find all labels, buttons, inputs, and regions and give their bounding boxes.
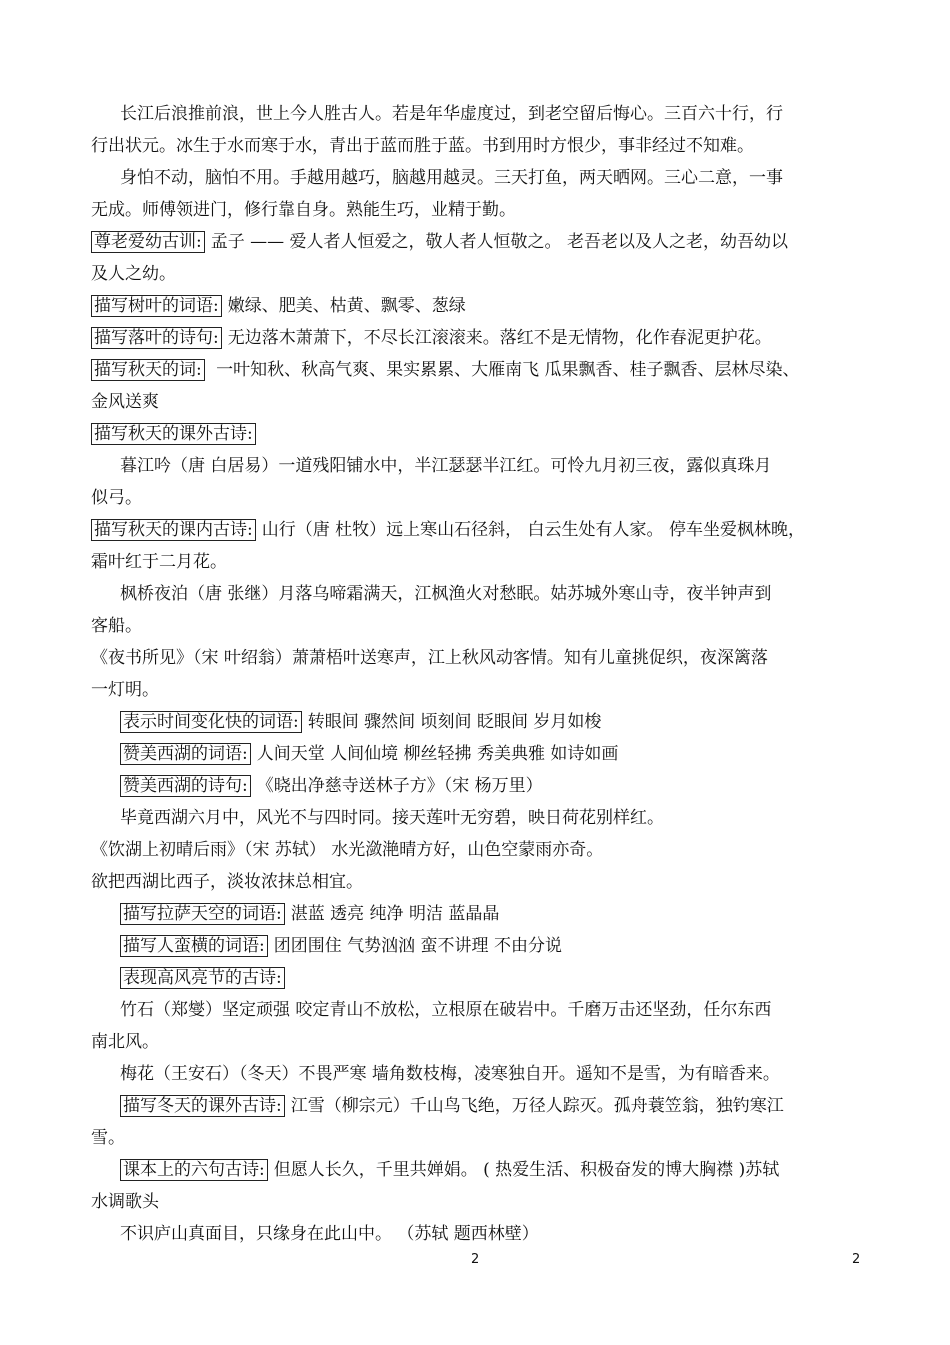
text-line: 《饮湖上初晴后雨》（宋 苏轼） 水光潋滟晴方好，山色空蒙雨亦奇。 <box>91 840 604 860</box>
text-line: 课本上的六句古诗: 但愿人长久，千里共婵娟。 ( 热爱生活、积极奋发的博大胸襟 )苏轼 <box>120 1159 895 1181</box>
text-line: 身怕不动，脑怕不用。手越用越巧，脑越用越灵。三天打鱼，两天晒网。三心二意，一事 <box>120 168 783 188</box>
text-line: 南北风。 <box>91 1032 159 1052</box>
text-line: 描写秋天的课内古诗: 山行（唐 杜牧）远上寒山石径斜， 白云生处有人家。 停车坐爱枫林晚， <box>91 519 866 541</box>
section-label: 课本上的六句古诗: <box>120 1159 268 1181</box>
text-line: 竹石（郑燮）坚定顽强 咬定青山不放松，立根原在破岩中。千磨万击还坚劲，任尔东西 <box>120 1000 772 1020</box>
text-line: 暮江吟（唐 白居易）一道残阳铺水中，半江瑟瑟半江红。可怜九月初三夜，露似真珠月 <box>120 456 772 476</box>
section-label: 尊老爱幼古训: <box>91 231 205 253</box>
section-label: 描写落叶的诗句: <box>91 327 222 349</box>
text-line: 梅花（王安石）（冬天）不畏严寒 墙角数枝梅，凌寒独自开。遥知不是雪，为有暗香来。 <box>120 1064 780 1084</box>
text-line <box>91 423 866 445</box>
page-number: 2 <box>471 1252 480 1267</box>
text-line: 雪。 <box>91 1128 125 1148</box>
text-line: 描写落叶的诗句: 无边落木萧萧下，不尽长江滚滚来。落红不是无情物，化作春泥更护花。 <box>91 327 866 349</box>
text-line: 描写秋天的词: 一叶知秋、秋高气爽、果实累累、大雁南飞 瓜果飘香、桂子飘香、层林尽染、 <box>91 359 866 381</box>
section-label: 赞美西湖的诗句: <box>120 775 251 797</box>
text-line: 一灯明。 <box>91 680 159 700</box>
text-line: 金风送爽 <box>91 392 159 412</box>
text-line: 水调歌头 <box>91 1192 159 1212</box>
text-line: 描写拉萨天空的词语: 湛蓝 透亮 纯净 明洁 蓝晶晶 <box>120 903 895 925</box>
text-line: 长江后浪推前浪，世上今人胜古人。若是年华虚度过，到老空留后悔心。三百六十行，行 <box>120 104 783 124</box>
section-label: 描写树叶的词语: <box>91 295 222 317</box>
text-line <box>120 967 895 989</box>
text-line: 表示时间变化快的词语: 转眼间 骤然间 顷刻间 眨眼间 岁月如梭 <box>120 711 895 733</box>
text-line: 赞美西湖的诗句: 《晓出净慈寺送林子方》（宋 杨万里） <box>120 775 895 797</box>
text-line: 行出状元。冰生于水而寒于水，青出于蓝而胜于蓝。书到用时方恨少，事非经过不知难。 <box>91 136 754 156</box>
text-line: 霜叶红于二月花。 <box>91 552 227 572</box>
text-line: 无成。师傅领进门，修行靠自身。熟能生巧，业精于勤。 <box>91 200 516 220</box>
section-label: 赞美西湖的词语: <box>120 743 251 765</box>
text-line: 《夜书所见》（宋 叶绍翁）萧萧梧叶送寒声，江上秋风动客情。知有儿童挑促织，夜深篱落 <box>91 648 768 668</box>
text-line: 描写树叶的词语: 嫩绿、肥美、枯黄、飘零、葱绿 <box>91 295 866 317</box>
section-label: 表示时间变化快的词语: <box>120 711 302 733</box>
section-label: 描写拉萨天空的词语: <box>120 903 285 925</box>
text-line: 赞美西湖的词语: 人间天堂 人间仙境 柳丝轻拂 秀美典雅 如诗如画 <box>120 743 895 765</box>
section-label: 描写人蛮横的词语: <box>120 935 268 957</box>
section-label: 描写秋天的词: <box>91 359 205 381</box>
section-label: 表现高风亮节的古诗: <box>120 967 285 989</box>
text-line: 毕竟西湖六月中，风光不与四时同。接天莲叶无穷碧，映日荷花别样红。 <box>120 808 664 828</box>
text-line: 欲把西湖比西子，淡妆浓抹总相宜。 <box>91 872 363 892</box>
text-line: 及人之幼。 <box>91 264 176 284</box>
text-line: 客船。 <box>91 616 142 636</box>
section-label: 描写秋天的课外古诗: <box>91 423 256 445</box>
text-line: 不识庐山真面目，只缘身在此山中。 （苏轼 题西林壁） <box>120 1224 539 1244</box>
page-number-right: 2 <box>852 1252 861 1267</box>
text-line: 似弓。 <box>91 488 142 508</box>
text-line: 描写冬天的课外古诗: 江雪（柳宗元）千山鸟飞绝，万径人踪灭。孤舟蓑笠翁，独钓寒江 <box>120 1095 895 1117</box>
section-label: 描写秋天的课内古诗: <box>91 519 256 541</box>
section-label: 描写冬天的课外古诗: <box>120 1095 285 1117</box>
text-line: 描写人蛮横的词语: 团团围住 气势汹汹 蛮不讲理 不由分说 <box>120 935 895 957</box>
text-line: 尊老爱幼古训: 孟子 —— 爱人者人恒爱之，敬人者人恒敬之。 老吾老以及人之老，幼吾幼以 <box>91 231 866 253</box>
text-line: 枫桥夜泊（唐 张继）月落乌啼霜满天，江枫渔火对愁眠。姑苏城外寒山寺，夜半钟声到 <box>120 584 772 604</box>
